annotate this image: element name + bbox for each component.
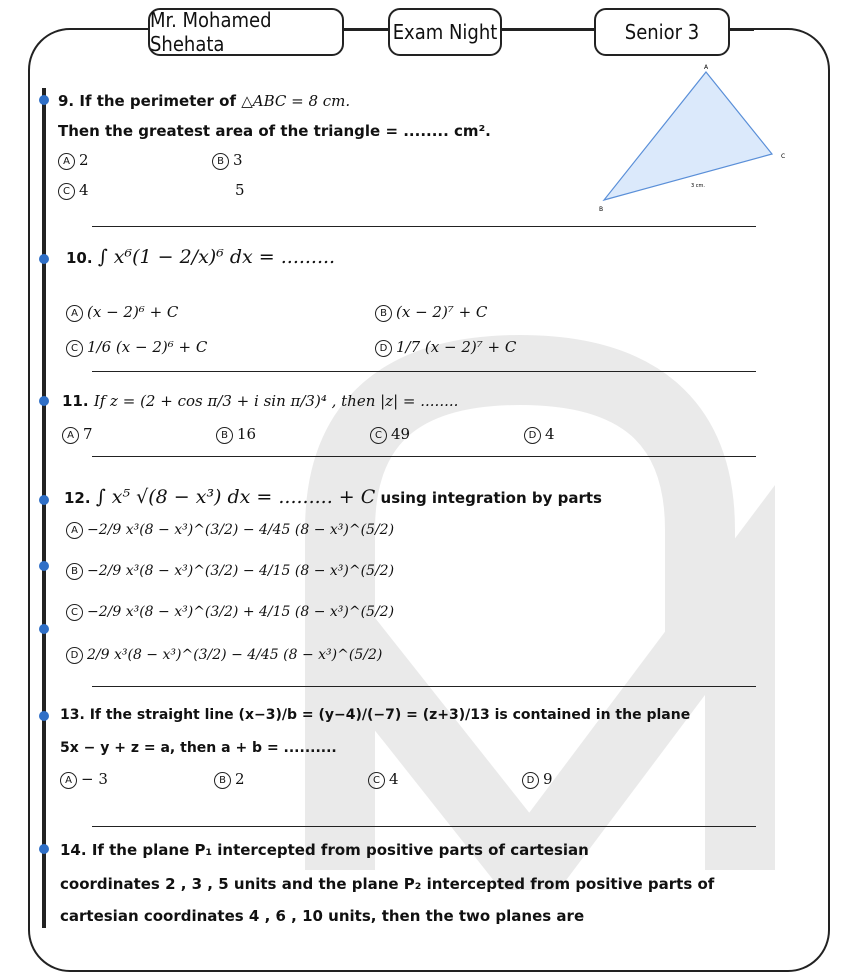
- q10-option-a[interactable]: [66, 303, 178, 322]
- author-badge: [148, 8, 344, 56]
- q12-option-d[interactable]: [66, 647, 382, 664]
- option-value: 1/7 (x − 2)⁷ + C: [396, 338, 517, 356]
- question-marker: [39, 844, 49, 854]
- q12-option-c[interactable]: [66, 604, 394, 621]
- option-value: 7: [83, 425, 93, 443]
- option-label: C: [368, 772, 385, 789]
- q10-option-b[interactable]: [375, 303, 487, 322]
- q12-option-b[interactable]: [66, 563, 394, 580]
- option-value: −2/9 x³(8 − x³)^(3/2) − 4/45 (8 − x³)^(5/2): [87, 522, 395, 538]
- option-label: A: [60, 772, 77, 789]
- option-label: A: [62, 427, 79, 444]
- option-value: 3: [233, 151, 243, 169]
- question-text: If the plane P₁ intercepted from positive parts of cartesian: [91, 841, 589, 859]
- option-value: −2/9 x³(8 − x³)^(3/2) + 4/15 (8 − x³)^(5/2): [87, 604, 395, 620]
- question-number: 11.: [62, 392, 89, 410]
- option-value: 4: [389, 770, 399, 788]
- option-value: − 3: [81, 770, 108, 788]
- question-12-stem: [64, 486, 602, 508]
- option-value: 2/9 x³(8 − x³)^(3/2) − 4/45 (8 − x³)^(5/2): [87, 647, 383, 663]
- question-number: 13.: [60, 707, 85, 723]
- question-marker: [39, 495, 49, 505]
- q13-option-b[interactable]: [214, 770, 245, 789]
- question-14-line3: cartesian coordinates 4 , 6 , 10 units, then the two planes are: [60, 907, 585, 925]
- q11-option-c[interactable]: [370, 425, 410, 444]
- question-marker: [39, 561, 49, 571]
- question-expression: If z = (2 + cos π/3 + i sin π/3)⁴ , then |z| = ........: [93, 392, 459, 410]
- q13-option-c[interactable]: [368, 770, 399, 789]
- question-expression: ∫ x⁶(1 − 2/x)⁶ dx = .........: [97, 246, 336, 268]
- q13-option-a[interactable]: [60, 770, 108, 789]
- vertex-b: B: [599, 206, 604, 213]
- question-10-stem: [66, 246, 335, 268]
- option-label: B: [375, 305, 392, 322]
- option-value: 49: [391, 425, 411, 443]
- q10-option-c[interactable]: [66, 338, 207, 357]
- vertex-c: C: [781, 153, 786, 160]
- option-value: 2: [79, 151, 89, 169]
- q9-option-a[interactable]: [58, 151, 89, 170]
- q9-option-b[interactable]: [212, 151, 243, 170]
- level-name: Senior 3: [624, 20, 700, 44]
- question-13-line2: 5x − y + z = a, then a + b = ..........: [60, 740, 337, 756]
- side-length: 3 cm.: [691, 183, 705, 189]
- header-connector: [726, 29, 754, 31]
- option-label: D: [524, 427, 541, 444]
- question-expression: ∫ x⁵ √(8 − x³) dx = ......... + C: [95, 486, 376, 508]
- option-value: (x − 2)⁶ + C: [87, 303, 179, 321]
- question-11-stem: [62, 392, 458, 410]
- question-9-stem: 9. If the perimeter of △ABC = 8 cm.: [58, 92, 351, 110]
- divider: [92, 456, 756, 457]
- event-name: Exam Night: [392, 20, 498, 44]
- option-label: D: [522, 772, 539, 789]
- question-text: If the straight line (x−3)/b = (y−4)/(−7) = (z+3)/13 is contained in the plane: [89, 707, 691, 723]
- divider: [92, 371, 756, 372]
- option-value: (x − 2)⁷ + C: [396, 303, 488, 321]
- q9-option-c[interactable]: [58, 181, 89, 200]
- option-label: C: [66, 604, 83, 621]
- vertex-a: A: [704, 64, 709, 71]
- triangle-figure: [590, 60, 790, 220]
- level-badge: [594, 8, 730, 56]
- question-tail: using integration by parts: [380, 489, 602, 507]
- q11-option-b[interactable]: [216, 425, 256, 444]
- option-label: C: [58, 183, 75, 200]
- question-marker: [39, 254, 49, 264]
- option-value: 5: [235, 181, 245, 199]
- q11-option-d[interactable]: [524, 425, 555, 444]
- option-label: C: [66, 340, 83, 357]
- option-value: 16: [237, 425, 257, 443]
- q9-option-d[interactable]: [235, 181, 245, 199]
- question-marker: [39, 624, 49, 634]
- author-name: Mr. Mohamed Shehata: [150, 8, 272, 56]
- question-marker: [39, 396, 49, 406]
- option-label: D: [375, 340, 392, 357]
- divider: [92, 686, 756, 687]
- option-value: 2: [235, 770, 245, 788]
- triangle-shape: [604, 72, 772, 200]
- option-label: B: [216, 427, 233, 444]
- divider: [92, 826, 756, 827]
- option-value: 4: [79, 181, 89, 199]
- question-14-line1: [60, 841, 589, 859]
- option-value: 4: [545, 425, 555, 443]
- option-label: B: [214, 772, 231, 789]
- option-label: D: [66, 647, 83, 664]
- event-badge: [388, 8, 502, 56]
- divider: [92, 226, 756, 227]
- q10-option-d[interactable]: [375, 338, 516, 357]
- question-13-stem: [60, 707, 690, 723]
- question-marker: [39, 95, 49, 105]
- left-spine: [42, 88, 46, 928]
- option-label: C: [370, 427, 387, 444]
- question-number: 14.: [60, 841, 87, 859]
- option-label: A: [66, 305, 83, 322]
- question-14-line2: coordinates 2 , 3 , 5 units and the plane P₂ intercepted from positive parts of: [60, 875, 715, 893]
- q11-option-a[interactable]: [62, 425, 93, 444]
- option-label: A: [66, 522, 83, 539]
- option-value: 1/6 (x − 2)⁶ + C: [87, 338, 208, 356]
- header-connector: [498, 29, 594, 31]
- question-number: 12.: [64, 489, 91, 507]
- q12-option-a[interactable]: [66, 522, 394, 539]
- question-9-line2: Then the greatest area of the triangle = ........ cm².: [58, 122, 491, 140]
- option-label: B: [212, 153, 229, 170]
- option-label: B: [66, 563, 83, 580]
- question-number: 10.: [66, 249, 93, 267]
- q13-option-d[interactable]: [522, 770, 553, 789]
- option-value: −2/9 x³(8 − x³)^(3/2) − 4/15 (8 − x³)^(5/2): [87, 563, 395, 579]
- option-value: 9: [543, 770, 553, 788]
- question-number: 9.: [58, 92, 75, 110]
- question-marker: [39, 711, 49, 721]
- option-label: A: [58, 153, 75, 170]
- header-connector: [340, 29, 390, 31]
